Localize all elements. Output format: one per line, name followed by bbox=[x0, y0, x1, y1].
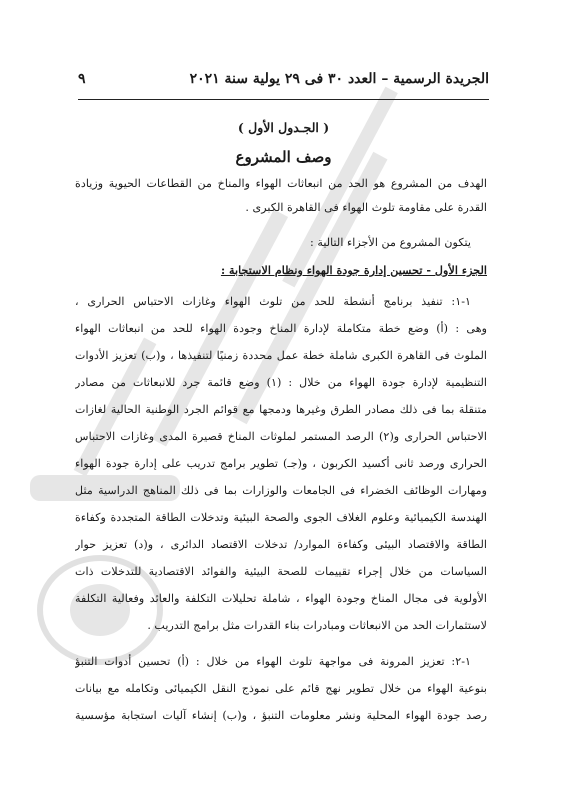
paragraph-line: بنوعية الهواء من خلال تطوير نهج قائم على نموذج النقل الكيميائى وتكامله مع بيانات bbox=[75, 682, 487, 695]
paragraph-line: التنظيمية لإدارة جودة الهواء من خلال : (١) وضع قائمة جرد للانبعاثات من مصادر bbox=[75, 376, 487, 389]
paragraph-line: ١-٢: تعزيز المرونة فى مواجهة تلوث الهواء من خلال : (أ) تحسين أدوات التنبؤ bbox=[75, 655, 471, 668]
paragraph-line: الأولوية فى مجال المناخ وجودة الهواء ، شاملة تحليلات التكلفة والعائد وفعالية التكلفة bbox=[75, 592, 487, 605]
paragraph-line: الملوث فى القاهرة الكبرى شاملة خطة عمل محددة زمنيًا لتنفيذها ، و(ب) تعزيز الأدوات bbox=[75, 349, 487, 362]
paragraph-line: الهندسة الكيميائية وعلوم الغلاف الجوى والصحة البيئية وتدخلات الطاقة المتجددة وكفاءة bbox=[75, 511, 487, 524]
paragraph-line: الطاقة والاقتصاد البيئى وكفاءة الموارد/ تدخلات الاقتصاد الدائرى ، و(د) تعزيز حوار bbox=[75, 538, 487, 551]
page-number: ٩ bbox=[78, 71, 86, 87]
paragraph-line: القدرة على مقاومة تلوث الهواء فى القاهرة الكبرى . bbox=[245, 201, 487, 214]
paragraph-line: السياسات من خلال إجراء تقييمات للصحة البيئية والفوائد الاقتصادية للتدخلات ذات bbox=[75, 565, 487, 578]
part-heading: الجزء الأول - تحسين إدارة جودة الهواء ونظام الاستجابة : bbox=[220, 263, 487, 277]
paragraph-line: وهى : (أ) وضع خطة متكاملة لإدارة المناخ وجودة الهواء للحد من انبعاثات الهواء bbox=[75, 322, 487, 335]
page-header bbox=[78, 68, 489, 90]
paragraph-line: يتكون المشروع من الأجزاء التالية : bbox=[310, 236, 471, 249]
table-label: ( الجـدول الأول ) bbox=[237, 120, 330, 135]
paragraph-line: الهدف من المشروع هو الحد من انبعاثات الهواء والمناخ من القطاعات الحيوية وزيادة bbox=[75, 177, 487, 190]
paragraph-line: ١-١: تنفيذ برنامج أنشطة للحد من تلوث الهواء وغازات الاحتباس الحرارى ، bbox=[75, 295, 471, 308]
section-title: وصف المشروع bbox=[235, 148, 332, 166]
publication-title: الجريدة الرسمية – العدد ٣٠ فى ٢٩ يولية سنة ٢٠٢١ bbox=[189, 71, 489, 87]
paragraph-line: لاستثمارات الحد من الانبعاثات ومبادرات بناء القدرات مثل برامج التدريب . bbox=[147, 619, 487, 632]
paragraph-line: الحرارى ورصد ثانى أكسيد الكربون ، و(جـ) تطوير برامج تدريب على إدارة جودة الهواء bbox=[75, 457, 487, 470]
paragraph-line: متنقلة بما فى ذلك مصادر الطرق وغيرها ودمجها مع قوائم الجرد الوطنية الحالية لغازات bbox=[75, 403, 487, 416]
paragraph-line: رصد جودة الهواء المحلية ونشر معلومات التنبؤ ، و(ب) إنشاء آليات استجابة مؤسسية bbox=[75, 709, 487, 722]
header-divider bbox=[78, 99, 489, 100]
paragraph-line: ومهارات الوظائف الخضراء فى الجامعات والوزارات بما فى ذلك المناهج الدراسية مثل bbox=[75, 484, 487, 497]
paragraph-line: الاحتباس الحرارى و(٢) الرصد المستمر لملوثات المناخ قصيرة المدى وغازات الاحتباس bbox=[75, 430, 487, 443]
